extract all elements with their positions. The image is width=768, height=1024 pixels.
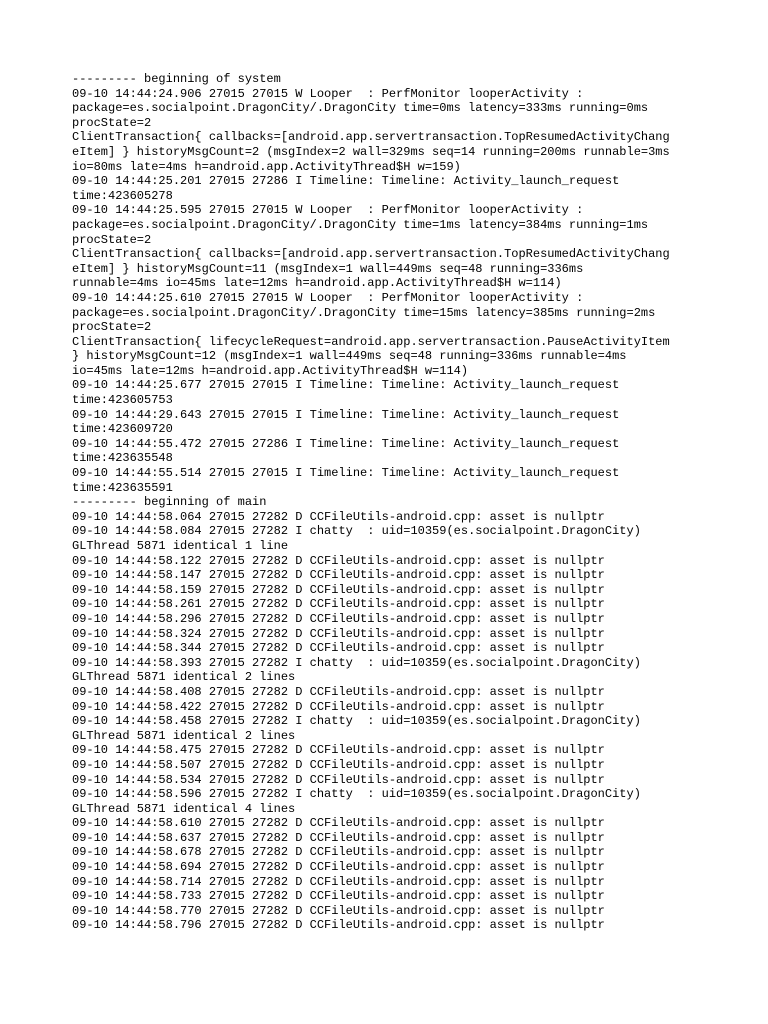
log-line: --------- beginning of main — [72, 495, 267, 510]
log-line: time:423605278 — [72, 188, 173, 203]
log-line: 09-10 14:44:55.514 27015 27015 I Timeline: Timeline: Activity_launch_request — [72, 466, 620, 481]
log-line: 09-10 14:44:58.324 27015 27282 D CCFileUtils-android.cpp: asset is nullptr — [72, 626, 605, 641]
log-line: 09-10 14:44:58.694 27015 27282 D CCFileUtils-android.cpp: asset is nullptr — [72, 860, 605, 875]
log-line: 09-10 14:44:58.344 27015 27282 D CCFileUtils-android.cpp: asset is nullptr — [72, 641, 605, 656]
log-line: time:423609720 — [72, 422, 173, 437]
log-text-block — [72, 72, 732, 933]
log-line: 09-10 14:44:25.610 27015 27015 W Looper : PerfMonitor looperActivity : — [72, 290, 584, 305]
log-line: eItem] } historyMsgCount=2 (msgIndex=2 wall=329ms seq=14 running=200ms runnable=3ms — [72, 144, 670, 159]
log-line: ClientTransaction{ lifecycleRequest=android.app.servertransaction.PauseActivityItem — [72, 334, 670, 349]
log-line: 09-10 14:44:58.596 27015 27282 I chatty : uid=10359(es.socialpoint.DragonCity) — [72, 787, 641, 802]
log-line: GLThread 5871 identical 2 lines — [72, 670, 296, 685]
log-line: 09-10 14:44:58.733 27015 27282 D CCFileUtils-android.cpp: asset is nullptr — [72, 889, 605, 904]
log-line: 09-10 14:44:58.393 27015 27282 I chatty : uid=10359(es.socialpoint.DragonCity) — [72, 655, 641, 670]
log-line: 09-10 14:44:58.610 27015 27282 D CCFileUtils-android.cpp: asset is nullptr — [72, 816, 605, 831]
log-line: 09-10 14:44:24.906 27015 27015 W Looper : PerfMonitor looperActivity : — [72, 86, 584, 101]
log-line: 09-10 14:44:58.714 27015 27282 D CCFileUtils-android.cpp: asset is nullptr — [72, 874, 605, 889]
log-line: GLThread 5871 identical 1 line — [72, 539, 289, 553]
log-line: time:423635548 — [72, 451, 173, 466]
log-line: 09-10 14:44:58.678 27015 27282 D CCFileUtils-android.cpp: asset is nullptr — [72, 845, 605, 860]
log-line: eItem] } historyMsgCount=11 (msgIndex=1 wall=449ms seq=48 running=336ms — [72, 261, 584, 276]
log-line: 09-10 14:44:55.472 27015 27286 I Timeline: Timeline: Activity_launch_request — [72, 436, 620, 451]
log-line: 09-10 14:44:58.475 27015 27282 D CCFileUtils-android.cpp: asset is nullptr — [72, 743, 605, 758]
log-line: 09-10 14:44:58.159 27015 27282 D CCFileUtils-android.cpp: asset is nullptr — [72, 582, 605, 597]
log-line: --------- beginning of system — [72, 72, 281, 86]
log-line: procState=2 — [72, 115, 152, 130]
log-line: procState=2 — [72, 320, 152, 335]
log-line: package=es.socialpoint.DragonCity/.DragonCity time=1ms latency=384ms running=1ms — [72, 217, 649, 232]
log-line: 09-10 14:44:25.677 27015 27015 I Timeline: Timeline: Activity_launch_request — [72, 378, 620, 393]
log-line: 09-10 14:44:58.064 27015 27282 D CCFileUtils-android.cpp: asset is nullptr — [72, 509, 605, 524]
log-line: 09-10 14:44:25.595 27015 27015 W Looper : PerfMonitor looperActivity : — [72, 203, 584, 218]
log-line: 09-10 14:44:29.643 27015 27015 I Timeline: Timeline: Activity_launch_request — [72, 407, 620, 422]
log-line: time:423635591 — [72, 480, 173, 495]
log-line: GLThread 5871 identical 2 lines — [72, 728, 296, 743]
log-line: 09-10 14:44:58.534 27015 27282 D CCFileUtils-android.cpp: asset is nullptr — [72, 772, 605, 787]
log-line: runnable=4ms io=45ms late=12ms h=android.app.ActivityThread$H w=114) — [72, 276, 562, 291]
log-line: ClientTransaction{ callbacks=[android.app.servertransaction.TopResumedActivityChang — [72, 247, 670, 262]
log-line: 09-10 14:44:58.770 27015 27282 D CCFileUtils-android.cpp: asset is nullptr — [72, 903, 605, 918]
log-line: ClientTransaction{ callbacks=[android.app.servertransaction.TopResumedActivityChang — [72, 130, 670, 145]
log-line: GLThread 5871 identical 4 lines — [72, 801, 296, 816]
log-line: 09-10 14:44:58.796 27015 27282 D CCFileUtils-android.cpp: asset is nullptr — [72, 918, 605, 933]
log-line: } historyMsgCount=12 (msgIndex=1 wall=449ms seq=48 running=336ms runnable=4ms — [72, 349, 627, 364]
log-line: io=80ms late=4ms h=android.app.ActivityThread$H w=159) — [72, 159, 461, 174]
log-line: io=45ms late=12ms h=android.app.ActivityThread$H w=114) — [72, 363, 469, 378]
log-line: time:423605753 — [72, 393, 173, 408]
log-line: 09-10 14:44:58.147 27015 27282 D CCFileUtils-android.cpp: asset is nullptr — [72, 568, 605, 583]
log-line: 09-10 14:44:58.084 27015 27282 I chatty : uid=10359(es.socialpoint.DragonCity) — [72, 524, 641, 539]
log-line: 09-10 14:44:58.507 27015 27282 D CCFileUtils-android.cpp: asset is nullptr — [72, 757, 605, 772]
log-line: 09-10 14:44:58.422 27015 27282 D CCFileUtils-android.cpp: asset is nullptr — [72, 699, 605, 714]
log-line: 09-10 14:44:58.408 27015 27282 D CCFileUtils-android.cpp: asset is nullptr — [72, 684, 605, 699]
log-line: procState=2 — [72, 232, 152, 247]
log-line: 09-10 14:44:58.637 27015 27282 D CCFileUtils-android.cpp: asset is nullptr — [72, 830, 605, 845]
log-line: 09-10 14:44:58.296 27015 27282 D CCFileUtils-android.cpp: asset is nullptr — [72, 611, 605, 626]
log-line: 09-10 14:44:58.122 27015 27282 D CCFileUtils-android.cpp: asset is nullptr — [72, 553, 605, 568]
log-line: 09-10 14:44:58.261 27015 27282 D CCFileUtils-android.cpp: asset is nullptr — [72, 597, 605, 612]
log-line: 09-10 14:44:58.458 27015 27282 I chatty : uid=10359(es.socialpoint.DragonCity) — [72, 714, 641, 729]
log-line: package=es.socialpoint.DragonCity/.DragonCity time=0ms latency=333ms running=0ms — [72, 101, 649, 116]
log-line: package=es.socialpoint.DragonCity/.DragonCity time=15ms latency=385ms running=2ms — [72, 305, 656, 320]
log-line: 09-10 14:44:25.201 27015 27286 I Timeline: Timeline: Activity_launch_request — [72, 174, 620, 189]
